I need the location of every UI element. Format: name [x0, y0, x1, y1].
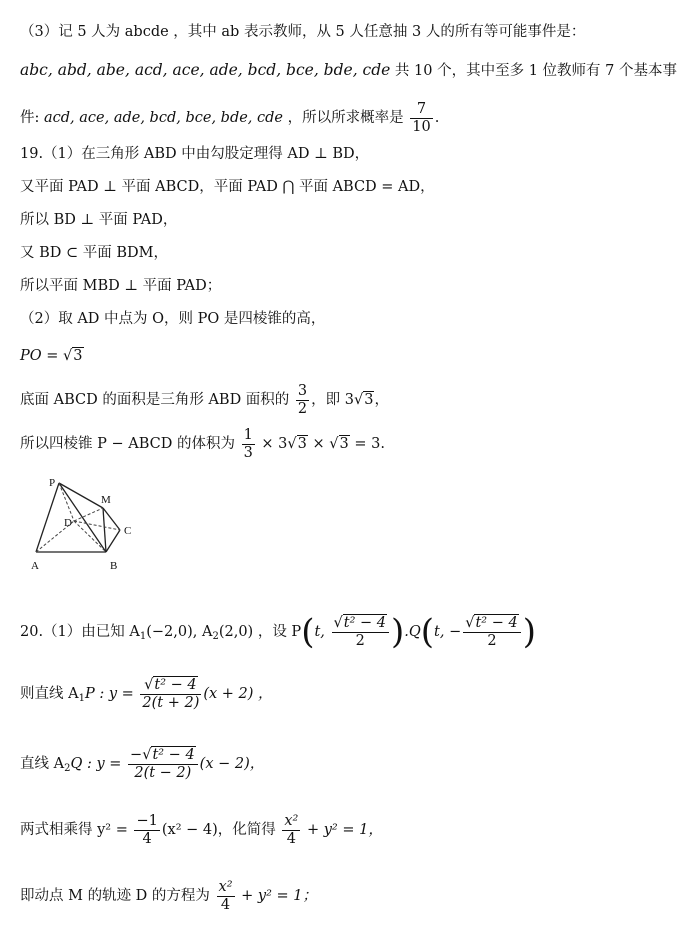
p-sqrt: √t² − 4	[333, 614, 386, 631]
q20-line-4-mid: (x² − 4)，化简得	[161, 822, 281, 838]
p3-line-3	[20, 100, 439, 136]
q19-line-6-text: （2）取 AD 中点为 O，则 PO 是四棱锥的高，	[20, 311, 326, 327]
line-a2-subscript: 2	[64, 763, 71, 774]
a2-subscript: 2	[212, 631, 219, 642]
line-a2q-fraction	[128, 747, 198, 782]
q19-line-5-text: 所以平面 MBD ⊥ 平面 PAD；	[20, 278, 222, 294]
a2-value: (2,0)	[218, 624, 254, 640]
a1-value: (−2,0), A	[146, 624, 213, 640]
p-coord-numerator	[332, 615, 389, 633]
po-lhs: PO =	[20, 348, 64, 364]
line-a2q-radicand: t² − 4	[152, 746, 195, 763]
p-open-paren: (	[301, 612, 315, 652]
q20-line-1	[20, 608, 536, 661]
product-fraction	[134, 813, 159, 848]
label-d: D	[64, 517, 72, 529]
line-a2q-tail: (x − 2)，	[199, 756, 265, 772]
area-sqrt: √3	[354, 392, 374, 408]
q19-line-4	[20, 243, 168, 263]
q-radicand: t² − 4	[475, 614, 518, 631]
label-m: M	[101, 494, 111, 506]
q-coord-t: t, −	[434, 624, 462, 640]
line-a1p-radicand: t² − 4	[154, 676, 197, 693]
q19-line-4-text: 又 BD ⊂ 平面 BDM，	[20, 245, 168, 261]
p3-events-favorable: acd, ace, ade, bcd, bce, bde, cde	[44, 110, 284, 126]
probability-denominator: 10	[412, 118, 431, 135]
q20-line-3	[20, 740, 264, 793]
q19-line-2	[20, 177, 435, 197]
q20-line-2-head: 则直线 A	[20, 686, 79, 702]
q-open-paren: (	[420, 612, 435, 652]
line-a2q-sqrt: √t² − 4	[142, 746, 195, 763]
area-line	[20, 380, 389, 420]
q19-line-1-text: 19.（1）在三角形 ABD 中由勾股定理得 AD ⊥ BD，	[20, 146, 370, 162]
area-tail: ，即 3	[311, 392, 354, 408]
volume-fraction	[242, 427, 255, 462]
simplified-denominator: 4	[286, 830, 296, 847]
line-a1p-fraction	[140, 677, 201, 712]
volume-line	[20, 424, 385, 464]
volume-sqrt-1: √3	[287, 436, 307, 452]
q19-line-3-text: 所以 BD ⊥ 平面 PAD，	[20, 212, 178, 228]
area-numerator: 3	[297, 382, 308, 399]
line-a1p-denominator: 2(t + 2)	[142, 694, 200, 711]
label-p: P	[49, 477, 56, 489]
q19-line-1	[20, 144, 369, 164]
trajectory-numerator: x²	[218, 878, 233, 895]
edge-pm	[59, 483, 103, 508]
product-denominator: 4	[142, 830, 152, 847]
q19-line-2-text: 又平面 PAD ⊥ 平面 ABCD，平面 PAD ⋂ 平面 ABCD = AD，	[20, 179, 435, 195]
line-a2q-lhs: Q : y =	[70, 756, 127, 772]
q19-line-3	[20, 210, 177, 230]
simplified-fraction	[282, 813, 300, 848]
edge-mb	[103, 508, 106, 552]
q-sqrt: √t² − 4	[465, 614, 518, 631]
q20-line-5-head: 即动点 M 的轨迹 D 的方程为	[20, 888, 215, 904]
volume-end: = 3.	[349, 436, 385, 452]
q19-line-5	[20, 276, 221, 296]
q20-line-4	[20, 808, 383, 852]
q20-line-5	[20, 874, 317, 918]
p-coord-denominator: 2	[355, 632, 365, 649]
pyramid-figure	[22, 474, 152, 574]
q20-line-4-tail: + y² = 1，	[302, 822, 383, 838]
simplified-numerator: x²	[284, 812, 299, 829]
q20-set-p: ，设 P	[253, 624, 302, 640]
edge-bc	[106, 530, 120, 552]
q-coord-numerator	[463, 615, 520, 633]
edge-pa	[36, 483, 59, 552]
q20-line-2	[20, 670, 273, 723]
volume-sqrt-2: √3	[329, 436, 349, 452]
area-head: 底面 ABCD 的面积是三角形 ABD 面积的	[20, 392, 294, 408]
line-a1p-lhs: P : y =	[84, 686, 139, 702]
p-close-paren: )	[391, 612, 405, 652]
line-a1p-sqrt: √t² − 4	[144, 676, 197, 693]
trajectory-fraction	[217, 879, 235, 914]
q-coord-denominator: 2	[487, 632, 497, 649]
probability-fraction	[410, 101, 432, 136]
q-close-paren: )	[522, 612, 536, 652]
label-c: C	[124, 525, 132, 537]
volume-radicand-2: 3	[339, 436, 349, 452]
a1-subscript: 1	[139, 631, 147, 642]
volume-denominator: 3	[243, 444, 253, 461]
p3-events-all: abc, abd, abe, acd, ace, ade, bcd, bce, bde, cde	[20, 61, 391, 79]
volume-radicand-1: 3	[297, 436, 307, 452]
volume-mid-2: ×	[307, 436, 330, 452]
line-a2q-denominator: 2(t − 2)	[134, 764, 192, 781]
volume-head: 所以四棱锥 P − ABCD 的体积为	[20, 436, 240, 452]
q19-line-6	[20, 309, 325, 329]
label-b: B	[110, 560, 118, 572]
edge-dm-hidden	[74, 508, 103, 521]
q20-line-1-head: 20.（1）由已知 A	[20, 624, 140, 640]
line-a2q-numerator	[128, 747, 198, 765]
p3-line-3-mid: ，所以所求概率是	[283, 110, 409, 126]
area-fraction	[296, 383, 309, 418]
q-label: .Q	[404, 624, 421, 640]
line-a1p-tail: (x + 2) ，	[203, 686, 273, 702]
p-radicand: t² − 4	[343, 614, 386, 631]
trajectory-denominator: 4	[220, 896, 231, 913]
area-radicand: 3	[364, 392, 374, 408]
q20-line-4-head: 两式相乘得 y² =	[20, 822, 133, 838]
po-equation	[20, 346, 84, 366]
product-numerator: −1	[136, 812, 158, 829]
q-coord-fraction	[463, 615, 520, 650]
p3-line-2	[20, 60, 677, 81]
p3-line-3-head: 件:	[20, 110, 44, 126]
p-coord-t: t,	[314, 624, 330, 640]
line-a1p-numerator	[140, 677, 201, 695]
q20-line-3-head: 直线 A	[20, 756, 65, 772]
area-denominator: 2	[297, 400, 308, 417]
p3-line-1	[20, 22, 585, 42]
po-radicand: 3	[73, 348, 83, 364]
edge-db-hidden	[74, 521, 106, 552]
volume-mid-1: × 3	[256, 436, 288, 452]
area-end: ，	[374, 392, 389, 408]
probability-numerator: 7	[410, 101, 432, 119]
label-a: A	[31, 560, 39, 572]
p-coord-fraction	[332, 615, 389, 650]
p3-line-2-tail: 共 10 个，其中至多 1 位教师有 7 个基本事	[390, 63, 677, 79]
line-a1-subscript: 1	[78, 693, 85, 704]
line-a2q-minus: −	[130, 746, 143, 763]
p3-line-3-end: .	[434, 110, 440, 126]
p3-line-1-text: （3）记 5 人为 abcde ，其中 ab 表示教师，从 5 人任意抽 3 人的所有等可能事件是：	[20, 24, 586, 40]
q20-line-5-tail: + y² = 1；	[236, 888, 317, 904]
po-sqrt: √3	[63, 348, 83, 364]
edge-dc-hidden	[74, 521, 120, 530]
volume-numerator: 1	[243, 426, 253, 443]
